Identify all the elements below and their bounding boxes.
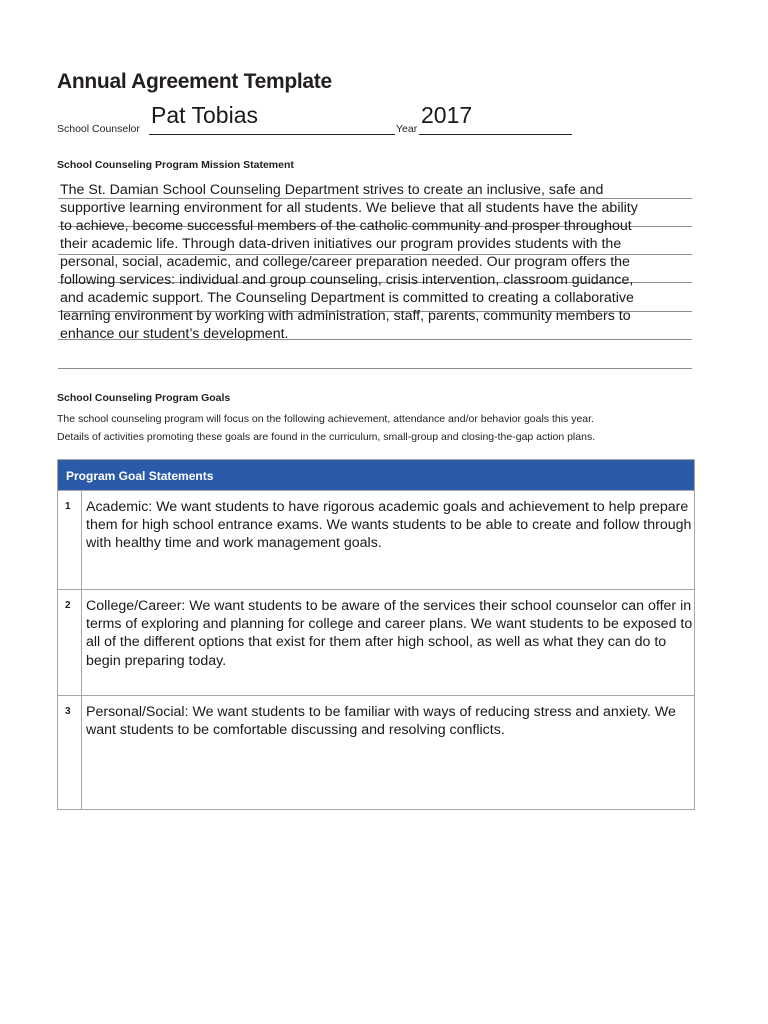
table-row	[58, 695, 694, 809]
counselor-label: School Counselor	[57, 123, 140, 135]
table-row	[58, 490, 694, 589]
goal-statement-field[interactable]: Personal/Social: We want students to be familiar with ways of reducing stress and anxiety. We want students to be comfortable discussing and resolving conflicts.	[86, 704, 676, 739]
goal-statement-field[interactable]: College/Career: We want students to be aware of the services their school counselor can offer in terms of exploring and planning for college and career plans. We want students to be exposed to all of the different options that exist for them after high school, as well as what they can do to begin preparing today.	[86, 598, 693, 669]
goal-number: 2	[58, 590, 82, 695]
document-title: Annual Agreement Template	[57, 70, 332, 93]
counselor-line	[149, 134, 395, 135]
mission-heading: School Counseling Program Mission Statement	[57, 159, 294, 171]
goals-heading: School Counseling Program Goals	[57, 392, 231, 404]
goal-table-header: Program Goal Statements	[58, 460, 694, 490]
year-label: Year	[396, 123, 418, 135]
mission-rule	[58, 368, 692, 369]
year-field[interactable]: 2017	[421, 102, 473, 128]
counselor-field[interactable]: Pat Tobias	[151, 102, 258, 128]
goal-number: 3	[58, 696, 82, 809]
mission-statement-field[interactable]: The St. Damian School Counseling Department strives to create an inclusive, safe and supportive learning environment for all students. We believe that all students have the ability to achieve, become successful members of the catholic community and prosper throughout their academic life. Through data-driven initiatives our program provides students with the personal, social, academic, and college/career preparation needed. Our program offers the following services: individual and group counseling, crisis intervention, classroom guidance, and academic support. The Counseling Department is committed to creating a collaborative learning environment by working with administration, staff, parents, community members to enhance our student’s development.	[60, 182, 638, 342]
goal-statement-field[interactable]: Academic: We want students to have rigorous academic goals and achievement to help prepare them for high school entrance exams. We wants students to be able to create and follow through with healthy time and work management goals.	[86, 499, 692, 552]
table-row	[58, 589, 694, 695]
goals-description: Details of activities promoting these goals are found in the curriculum, small-group and closing-the-gap action plans.	[57, 431, 596, 443]
goal-table	[57, 459, 695, 810]
goal-number: 1	[58, 491, 82, 589]
goals-description: The school counseling program will focus on the following achievement, attendance and/or behavior goals this year.	[57, 413, 594, 425]
year-line	[419, 134, 572, 135]
